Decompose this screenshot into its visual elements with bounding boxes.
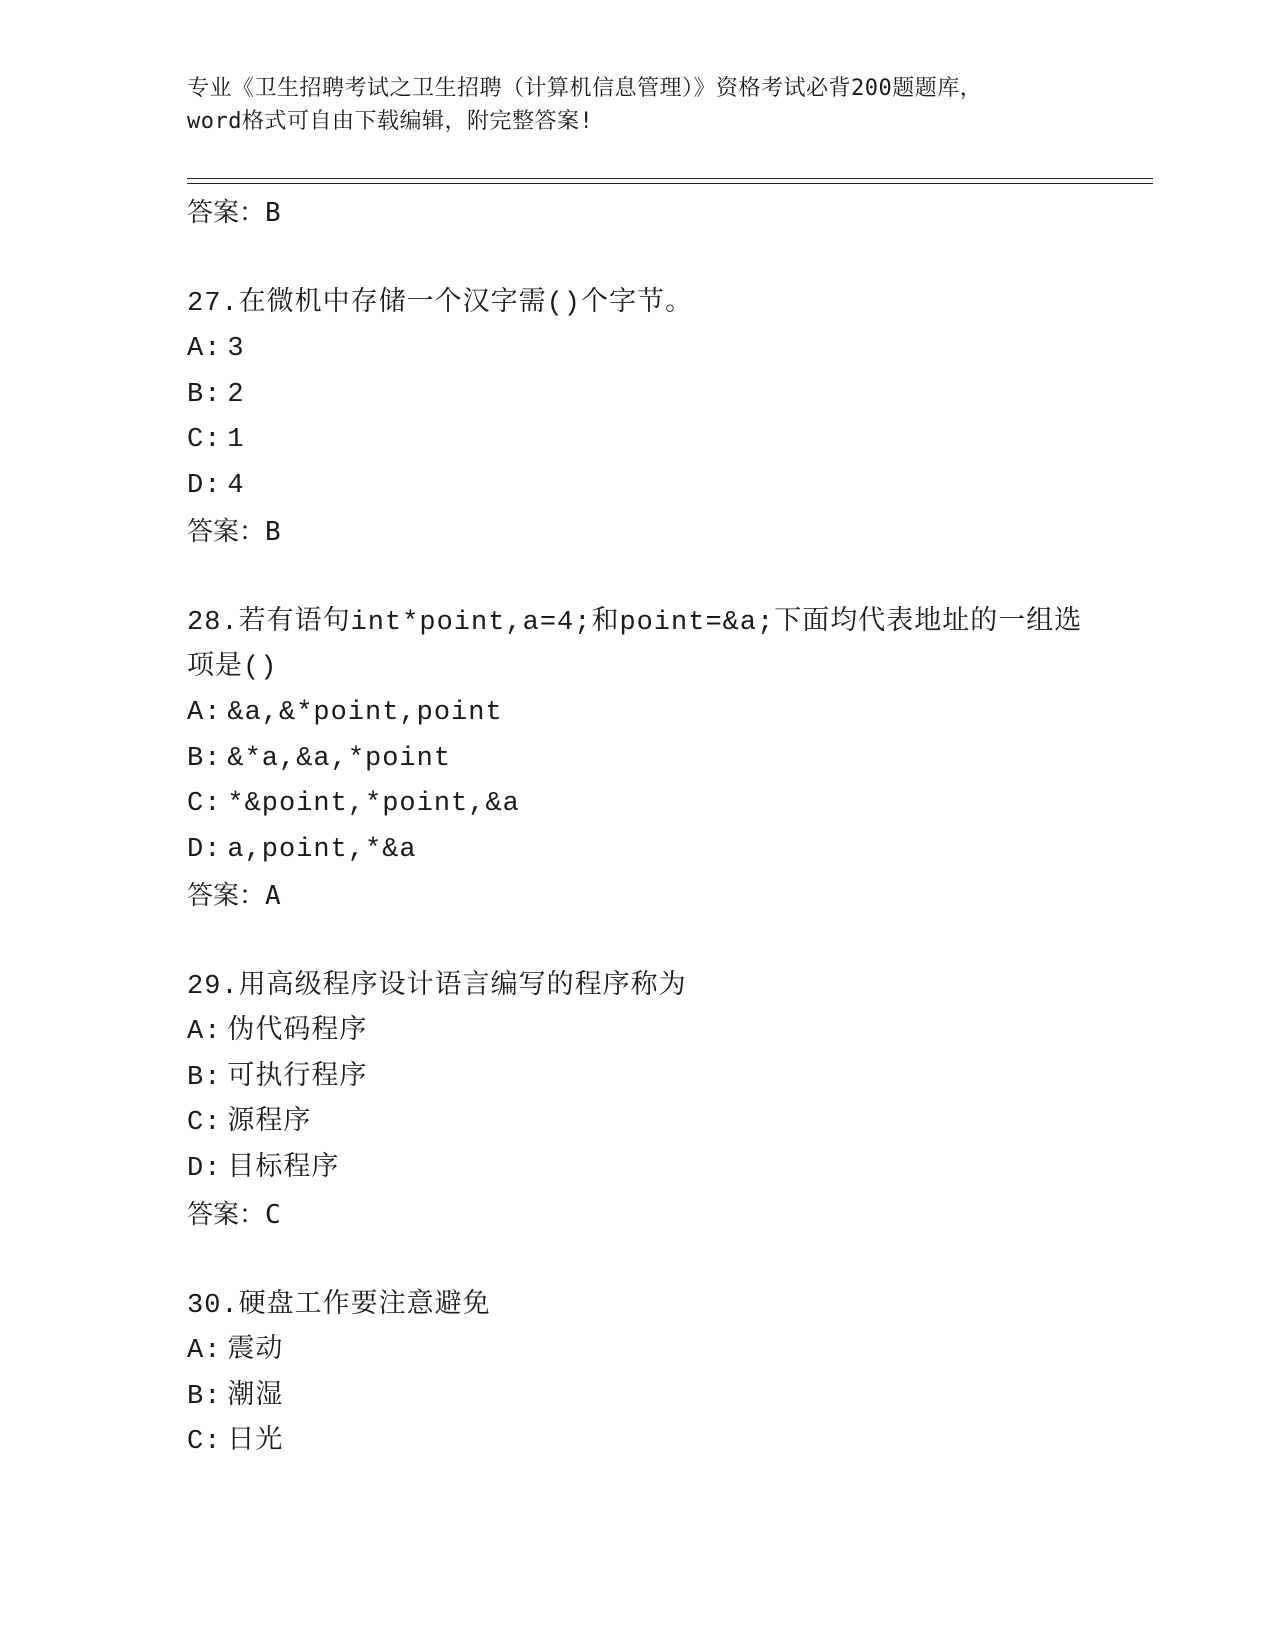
option-value: 日光: [227, 1427, 284, 1457]
spacer: [187, 555, 1107, 601]
option-letter: A:: [187, 334, 222, 364]
question-item: [187, 282, 1107, 555]
question-item: [187, 965, 1107, 1238]
option-letter: B:: [187, 1381, 222, 1412]
question-text: 30.硬盘工作要注意避免: [187, 1291, 491, 1321]
option-value: 震动: [227, 1336, 284, 1366]
option-letter: B:: [187, 379, 222, 410]
header-line-1: 专业《卫生招聘考试之卫生招聘（计算机信息管理）》资格考试必背200题题库，: [187, 76, 983, 101]
option-value: 4: [227, 470, 245, 501]
option-value: *&point,*point,&a: [227, 789, 520, 819]
header-line-2: word格式可自由下载编辑，附完整答案!: [187, 109, 594, 134]
option-value: 潮湿: [227, 1381, 284, 1412]
spacer: [187, 1238, 1107, 1284]
option-a: [187, 691, 1107, 737]
spacer: [187, 919, 1107, 965]
option-letter: D:: [187, 1153, 222, 1184]
option-letter: A:: [187, 1017, 222, 1047]
question-text: 28.若有语句int*point,a=4;和point=&a;下面均代表地址的一组选项是(): [187, 608, 1083, 683]
option-value: &a,&*point,point: [227, 698, 503, 728]
option-letter: B:: [187, 1062, 222, 1093]
option-a: [187, 1010, 1107, 1056]
option-b: [187, 1375, 1107, 1421]
option-letter: C:: [187, 789, 222, 819]
answer-line: 答案：B: [187, 517, 281, 547]
option-letter: D:: [187, 470, 222, 501]
question-item: [187, 1284, 1107, 1466]
option-b: [187, 1056, 1107, 1102]
header-divider-top: [187, 178, 1153, 179]
option-value: 3: [227, 334, 245, 364]
option-value: 2: [227, 379, 245, 410]
option-value: a,point,*&a: [227, 834, 417, 865]
option-letter: A:: [187, 698, 222, 728]
question-item: [187, 601, 1107, 919]
option-value: 伪代码程序: [227, 1017, 368, 1047]
option-c: [187, 1101, 1107, 1147]
header-divider-bottom: [187, 183, 1153, 184]
option-d: [187, 828, 1107, 874]
option-value: 1: [227, 425, 245, 455]
option-d: [187, 464, 1107, 510]
answer-line: 答案：A: [187, 881, 281, 911]
option-letter: C:: [187, 1427, 222, 1457]
option-b: [187, 737, 1107, 783]
option-value: 可执行程序: [227, 1062, 368, 1093]
spacer: [187, 236, 1107, 282]
option-b: [187, 373, 1107, 419]
question-text: 29.用高级程序设计语言编写的程序称为: [187, 972, 687, 1002]
option-d: [187, 1147, 1107, 1193]
option-c: [187, 782, 1107, 828]
option-letter: A:: [187, 1336, 222, 1366]
option-letter: C:: [187, 425, 222, 455]
option-c: [187, 418, 1107, 464]
option-a: [187, 327, 1107, 373]
document-header: [187, 72, 1087, 138]
answer-line: 答案：B: [187, 198, 281, 228]
answer-line: 答案：C: [187, 1200, 281, 1230]
option-c: [187, 1420, 1107, 1466]
option-a: [187, 1329, 1107, 1375]
option-letter: C:: [187, 1108, 222, 1138]
question-list: [187, 190, 1107, 1466]
option-letter: D:: [187, 834, 222, 865]
option-letter: B:: [187, 743, 222, 774]
question-text: 27.在微机中存储一个汉字需()个字节。: [187, 289, 694, 319]
option-value: 目标程序: [227, 1153, 340, 1184]
option-value: 源程序: [227, 1108, 312, 1138]
option-value: &*a,&a,*point: [227, 743, 452, 774]
